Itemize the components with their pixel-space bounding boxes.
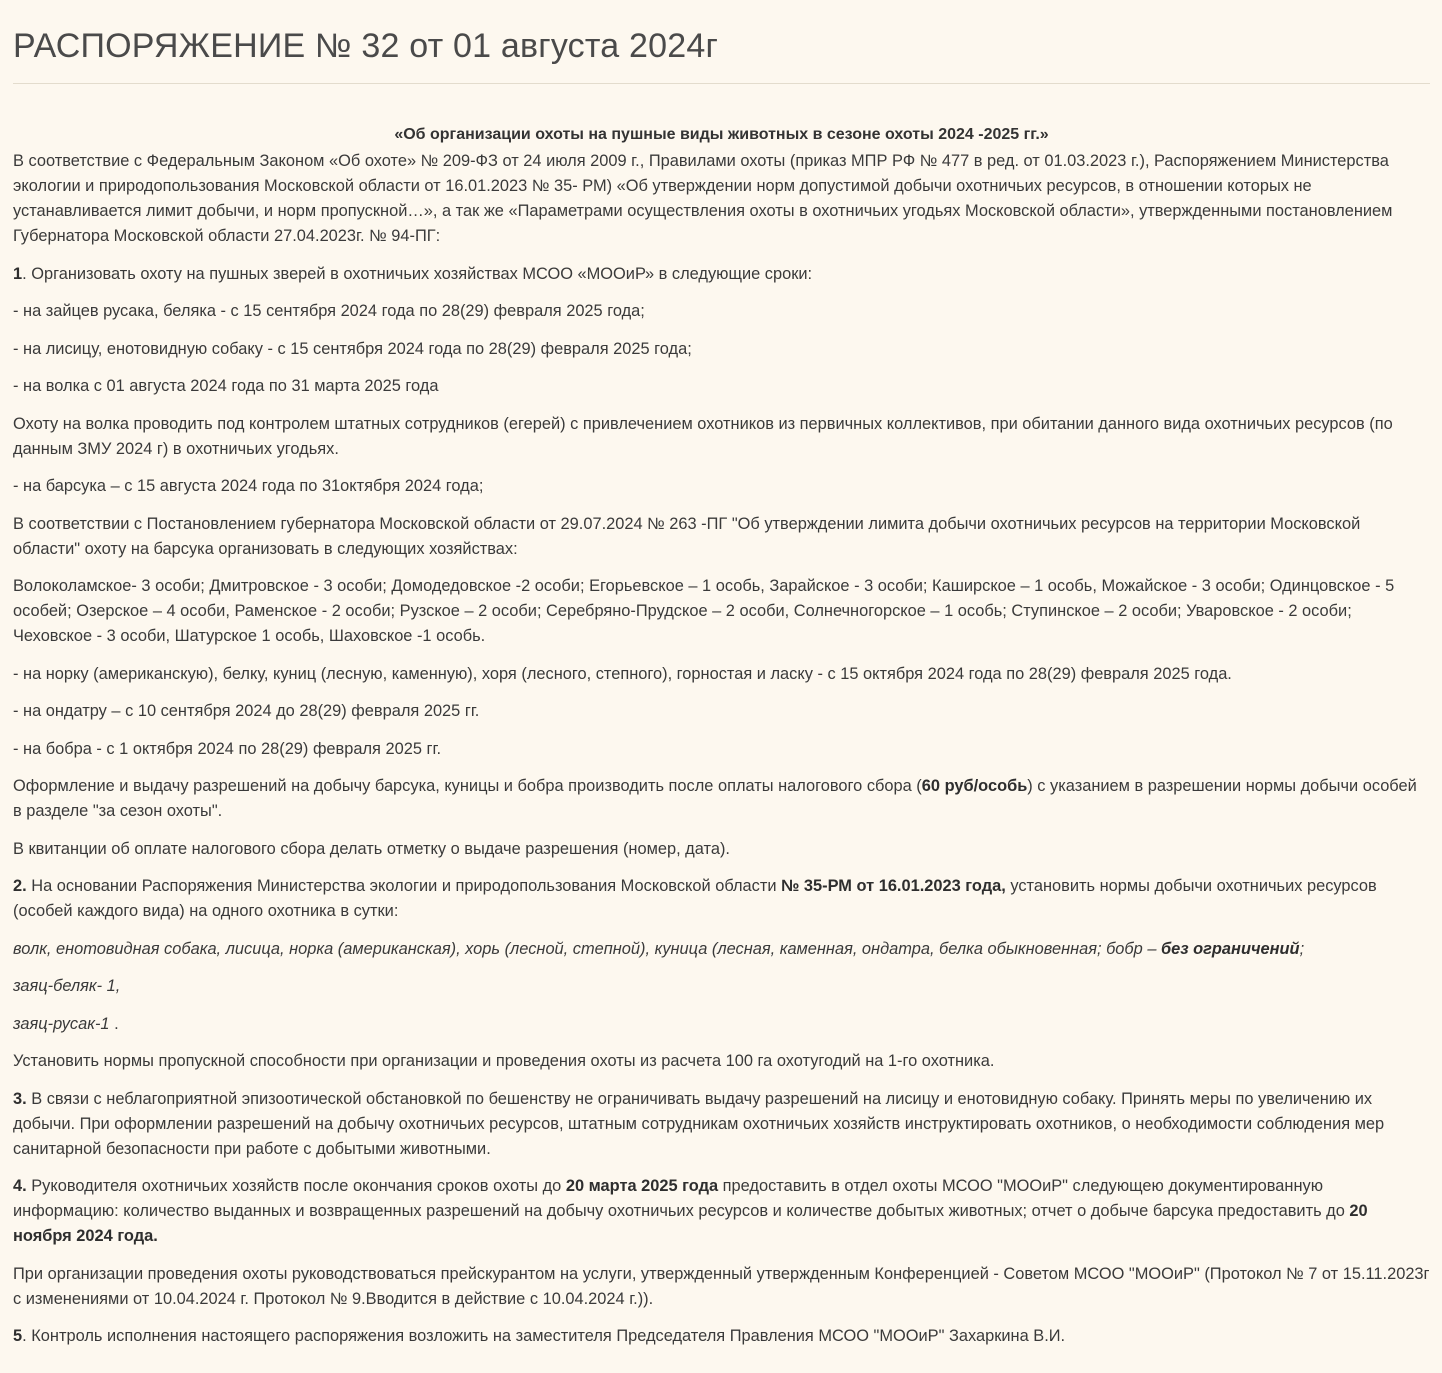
order-reference: № 35-РМ от 16.01.2023 года, (781, 877, 1006, 895)
term-mink: - на норку (американскую), белку, куниц (лесную, каменную), хоря (лесного, степного), горностая и ласку - с 15 октября 2024 года по 28(29) февраля 2025 года. (13, 664, 1232, 683)
term-badger: - на барсука – с 15 августа 2024 года по 31октября 2024 года; (13, 477, 484, 495)
item-1-number: 1 (13, 264, 23, 283)
item-5-number: 5 (13, 1327, 23, 1345)
term-muskrat: - на ондатру – с 10 сентября 2024 до 28(29) февраля 2025 гг. (13, 702, 480, 720)
permits-fee: 60 руб/особь (921, 777, 1028, 795)
term-fox: - на лисицу, енотовидную собаку - с 15 сентября 2024 года по 28(29) февраля 2025 года; (13, 339, 692, 358)
wolf-note: Охоту на волка проводить под контролем штатных сотрудников (егерей) с привлечением охотников из первичных коллективов, при обитании данного вида охотничьих ресурсов (по данным ЗМУ 2024 г) в охотничьих угодьях. (13, 414, 1393, 458)
item-4-paragraph (13, 1174, 1430, 1249)
term-wolf: - на волка с 01 августа 2024 года по 31 марта 2025 года (13, 377, 439, 395)
item-1-heading (13, 262, 1430, 287)
permits-text-a: Оформление и выдачу разрешений на добычу барсука, куницы и бобра производить после оплаты налогового сбора ( (13, 777, 922, 795)
species-text-b: ; (1299, 939, 1305, 958)
item-3-paragraph (13, 1087, 1430, 1162)
term-hares: - на зайцев русака, беляка - с 15 сентября 2024 года по 28(29) февраля 2025 года; (13, 302, 645, 320)
deadline-march: 20 марта 2025 года (565, 1177, 719, 1195)
item-5-text: . Контроль исполнения настоящего распоряжения возложить на заместителя Председателя Правления МСОО "МООиР" Захаркина В.И. (22, 1327, 1066, 1345)
preamble: В соответствие с Федеральным Законом «Об охоте» № 209-ФЗ от 24 июля 2009 г., Правилами охоты (приказ МПР РФ № 477 в ред. от 01.03.2023 г.), Распоряжением Министерства экологии и природопользования Московской области от 16.01.2023 № 35- РМ) «Об утверждении норм допустимой добычи охотничьих ресурсов, в отношении которых не устанавливается лимит добычи, и норм пропускной…», а так же «Параметрами осуществления охоты в охотничьих угодьях Московской области», утвержденными постановлением Губернатора Московской области 27.04.2023г. № 94-ПГ: (13, 152, 1393, 245)
item-2-number: 2. (13, 877, 27, 895)
item-3-text: В связи с неблагоприятной эпизоотической обстановкой по бешенству не ограничивать выдачу разрешений на лисицу и енотовидную собаку. Принять меры по увеличению их добычи. При оформлении разрешений на добычу охотничьих ресурсов, штатным сотрудникам охотничьих хозяйств инструктировать охотников, о необходимости соблюдения мер санитарной безопасности при работе с добытыми животными. (13, 1089, 1385, 1158)
species-list (13, 937, 1430, 962)
title-divider (13, 83, 1430, 84)
hare-white-norm: заяц-беляк- 1, (13, 977, 121, 995)
item-2-heading (13, 874, 1430, 924)
item-3-number: 3. (13, 1089, 27, 1108)
permits-paragraph (13, 774, 1430, 824)
document-subject: «Об организации охоты на пушные виды животных в сезоне охоты 2024 -2025 гг.» (394, 126, 1049, 143)
item-4-text-b: предоставить в отдел охоты МСОО "МООиР" следующею документированную информацию: количество выданных и возвращенных разрешений на добычу охотничьих ресурсов и количестве добытых животных; отчет о добыче барсука предоставить до (13, 1177, 1350, 1220)
badger-note: В соответствии с Постановлением губернатора Московской области от 29.07.2024 № 263 -ПГ "Об утверждении лимита добычи охотничьих ресурсов на территории Московской области" охоту на барсука организовать в следующих хозяйствах: (13, 514, 1361, 558)
term-beaver: - на бобра - с 1 октября 2024 по 28(29) февраля 2025 гг. (13, 739, 441, 758)
item-2-text-a: На основании Распоряжения Министерства экологии и природопользования Московской области (26, 877, 782, 895)
item-4-text-a: Руководителя охотничьих хозяйств после окончания сроков охоты до (26, 1177, 566, 1195)
receipt-note: В квитанции об оплате налогового сбора делать отметку о выдаче разрешения (номер, дата). (13, 839, 730, 858)
permits-text-b: ) с указанием в разрешении нормы добычи особей в разделе "за сезон охоты". (13, 777, 1417, 820)
hare-brown-norm: заяц-русак-1 . (13, 1014, 119, 1033)
item-1-text: . Организовать охоту на пушных зверей в охотничьих хозяйствах МСОО «МООиР» в следующие сроки: (22, 264, 813, 283)
item-4-number: 4. (13, 1177, 27, 1195)
species-text-a: волк, енотовидная собака, лисица, норка (американская), хорь (лесной, степной), куница (лесная, каменная, ондатра, белка обыкновенная; бобр – (13, 939, 1161, 958)
pricelist-note: При организации проведения охоты руководствоваться прейскурантом на услуги, утвержденный утвержденным Конференцией - Советом МСОО "МООиР" (Протокол № 7 от 15.11.2023г с изменениями от 10.04.2024 г. Протокол № 9.Вводится в действие с 10.04.2024 г.)). (13, 1264, 1430, 1308)
capacity-norm: Установить нормы пропускной способности при организации и проведения охоты из расчета 100 га охотугодий на 1-го охотника. (13, 1052, 995, 1070)
deadline-november: 20 ноября 2024 года. (13, 1202, 1368, 1245)
species-unlimited: без ограничений (1160, 939, 1300, 958)
page-title: РАСПОРЯЖЕНИЕ № 32 от 01 августа 2024г (13, 27, 719, 65)
item-2-text-b: установить нормы добычи охотничьих ресурсов (особей каждого вида) на одного охотника в сутки: (13, 877, 1377, 920)
badger-farms: Волоколамское- 3 особи; Дмитровское - 3 особи; Домодедовское -2 особи; Егорьевское – 1 особь, Зарайское - 3 особи; Каширское – 1 особь, Можайское - 3 особи; Одинцовское - 5 особей; Озерское – 4 особи, Раменское - 2 особи; Рузское – 2 особи; Серебряно-Прудское – 2 особи, Солнечногорское – 1 особь; Ступинское – 2 особи; Уваровское - 2 особи; Чеховское - 3 особи, Шатурское 1 особь, Шаховское -1 особь. (13, 577, 1395, 645)
item-5-paragraph (13, 1324, 1430, 1349)
